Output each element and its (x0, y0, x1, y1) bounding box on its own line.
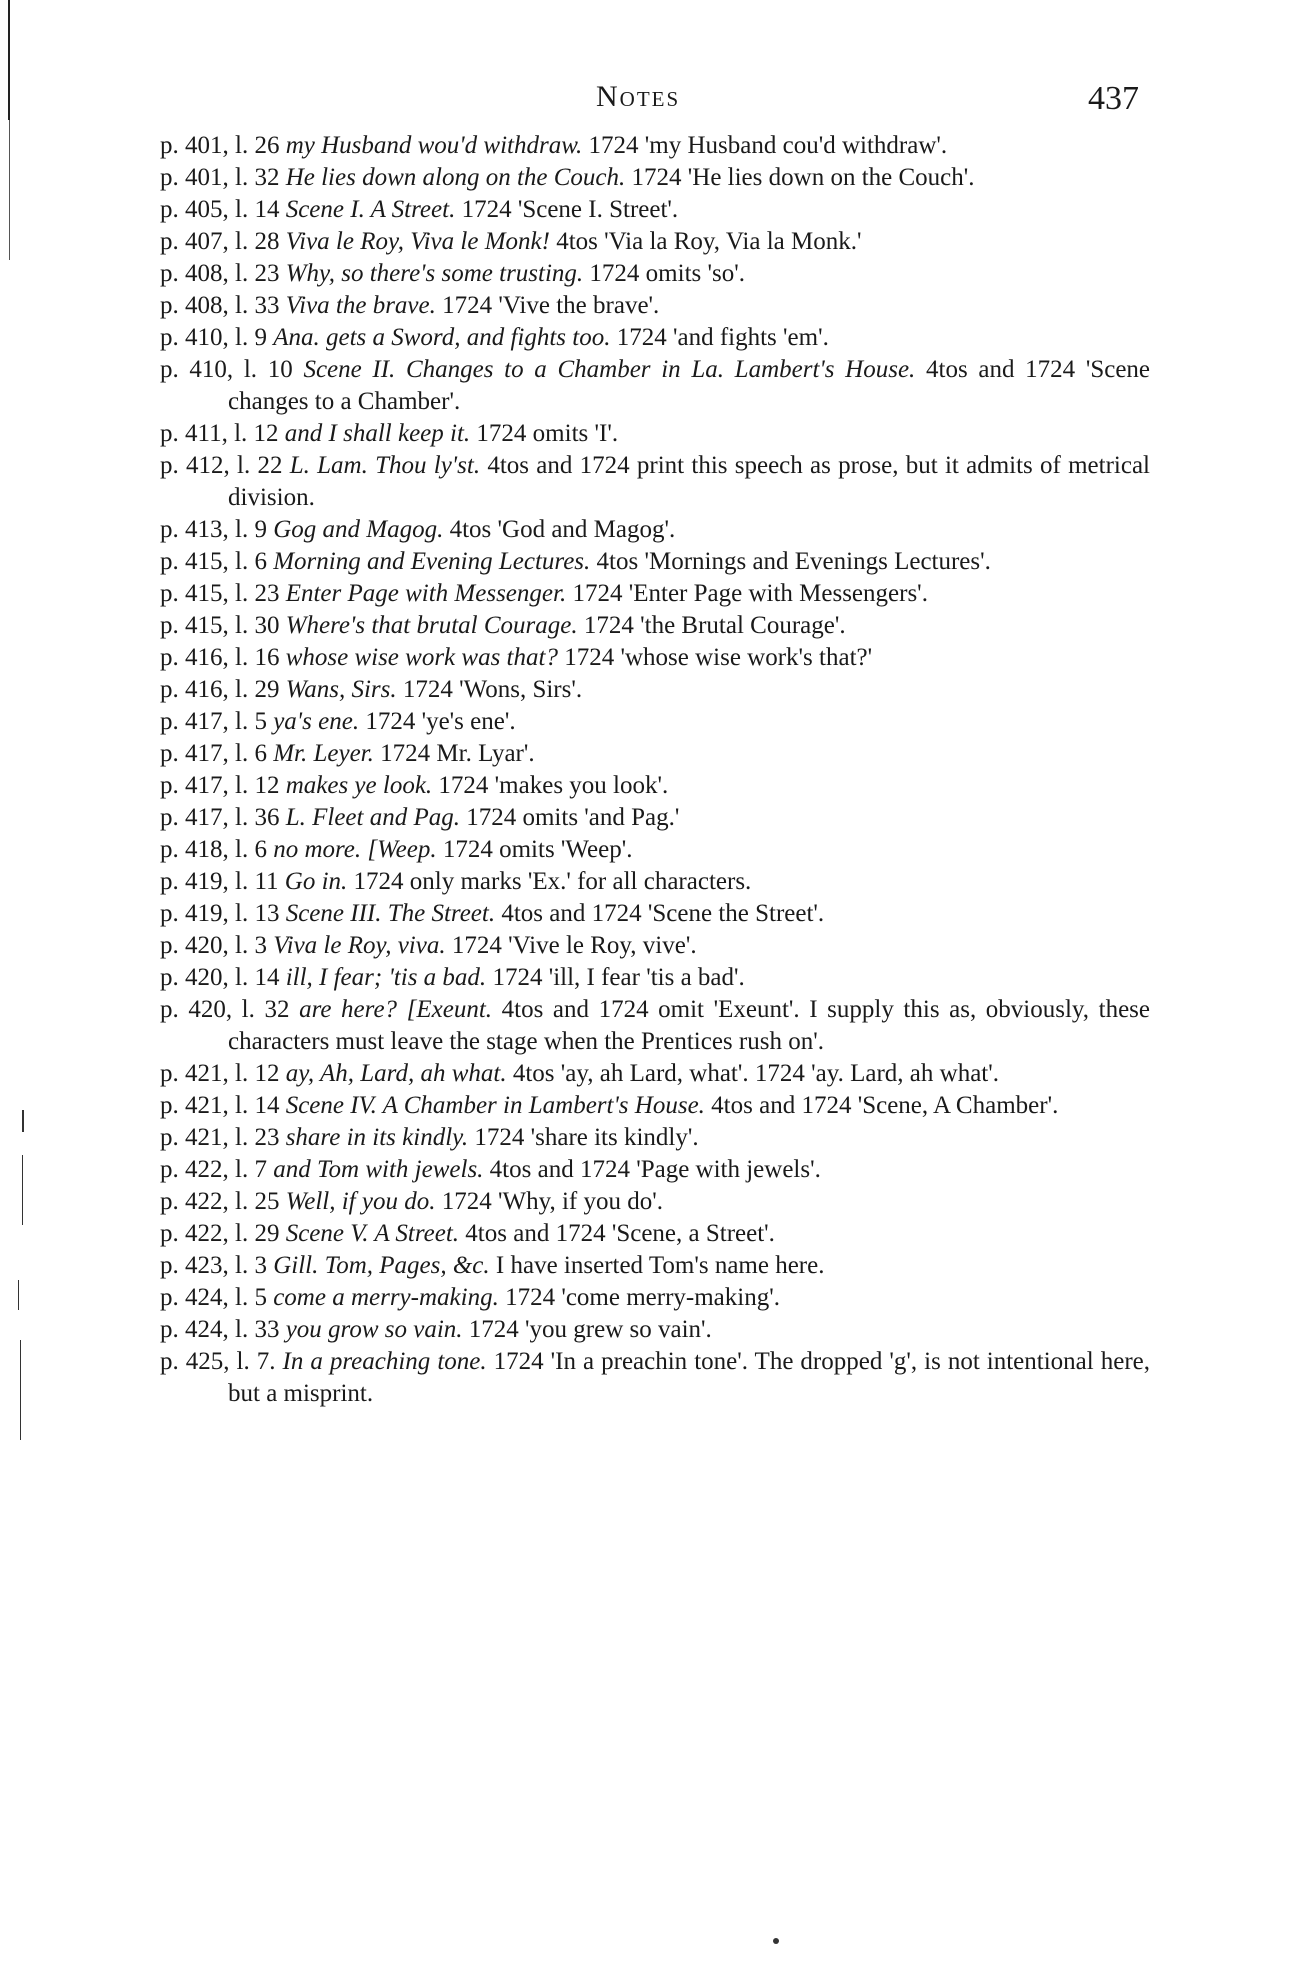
note-lemma: my Husband wou'd withdraw. (285, 132, 583, 159)
note-entry (160, 1314, 1150, 1346)
margin-mark (22, 1155, 23, 1225)
note-lemma: Mr. Leyer. (273, 740, 374, 767)
note-text: 1724 Mr. Lyar'. (380, 740, 535, 767)
note-reference: p. 421, l. 12 (160, 1060, 280, 1087)
running-head: Notes (596, 80, 681, 113)
note-text: 4tos 'Via la Roy, Via la Monk.' (556, 228, 862, 255)
note-text: 4tos 'Mornings and Evenings Lectures'. (596, 548, 991, 575)
note-reference: p. 423, l. 3 (160, 1252, 267, 1279)
notes-list (160, 130, 1150, 1410)
note-lemma: Scene II. Changes to a Chamber in La. Lambert's House. (303, 356, 916, 383)
note-text: 1724 'He lies down on the Couch'. (631, 164, 975, 191)
note-entry (160, 162, 1150, 194)
note-lemma: and I shall keep it. (284, 420, 471, 447)
note-entry (160, 450, 1150, 514)
note-reference: p. 410, l. 9 (160, 324, 267, 351)
note-entry (160, 866, 1150, 898)
note-entry (160, 834, 1150, 866)
note-text: 1724 'Why, if you do'. (441, 1188, 663, 1215)
note-text: 1724 'Wons, Sirs'. (402, 676, 583, 703)
note-lemma: Where's that brutal Courage. (285, 612, 578, 639)
note-lemma: whose wise work was that? (285, 644, 558, 671)
note-reference: p. 417, l. 36 (160, 804, 280, 831)
note-reference: p. 412, l. 22 (160, 452, 283, 479)
note-lemma: Scene III. The Street. (285, 900, 496, 927)
note-reference: p. 420, l. 14 (160, 964, 280, 991)
margin-mark (22, 1110, 24, 1132)
note-entry (160, 418, 1150, 450)
note-text: 4tos and 1724 'Scene, A Chamber'. (711, 1092, 1059, 1119)
note-entry (160, 226, 1150, 258)
note-reference: p. 401, l. 32 (160, 164, 280, 191)
note-text: 1724 'the Brutal Courage'. (583, 612, 846, 639)
note-reference: p. 416, l. 16 (160, 644, 280, 671)
note-text: 1724 omits 'and Pag.' (466, 804, 680, 831)
note-lemma: Scene I. A Street. (285, 196, 456, 223)
note-lemma: He lies down along on the Couch. (285, 164, 626, 191)
note-lemma: no more. [Weep. (273, 836, 437, 863)
note-text: 4tos and 1724 'Scene changes to a Chamber'. (228, 356, 1151, 415)
note-reference: p. 415, l. 23 (160, 580, 280, 607)
note-text: 1724 'makes you look'. (438, 772, 669, 799)
note-text: 4tos and 1724 'Page with jewels'. (489, 1156, 821, 1183)
note-lemma: In a preaching tone. (282, 1348, 487, 1375)
note-lemma: Scene V. A Street. (285, 1220, 460, 1247)
note-reference: p. 425, l. 7. (160, 1348, 276, 1375)
note-text: 1724 'Scene I. Street'. (461, 196, 679, 223)
note-text: 4tos 'ay, ah Lard, what'. 1724 'ay. Lard, ah what'. (512, 1060, 999, 1087)
note-reference: p. 417, l. 5 (160, 708, 267, 735)
note-reference: p. 422, l. 25 (160, 1188, 280, 1215)
note-entry (160, 610, 1150, 642)
note-reference: p. 415, l. 30 (160, 612, 280, 639)
note-entry (160, 546, 1150, 578)
note-entry (160, 1058, 1150, 1090)
note-entry (160, 578, 1150, 610)
page-edge-line (9, 120, 10, 260)
note-reference: p. 421, l. 14 (160, 1092, 280, 1119)
note-text: 1724 only marks 'Ex.' for all characters. (353, 868, 752, 895)
note-entry (160, 898, 1150, 930)
note-entry (160, 706, 1150, 738)
note-lemma: Gog and Magog. (273, 516, 444, 543)
note-text: 4tos and 1724 omit 'Exeunt'. I supply this as, obviously, these characters must leave the stage when the Prentices rush on'. (228, 996, 1151, 1055)
note-text: 1724 'come merry-making'. (505, 1284, 780, 1311)
note-text: 1724 'ye's ene'. (365, 708, 516, 735)
page-header (0, 80, 1299, 130)
note-text: 4tos 'God and Magog'. (449, 516, 676, 543)
margin-mark (18, 1280, 19, 1310)
note-reference: p. 410, l. 10 (160, 356, 293, 383)
note-text: 1724 omits 'I'. (476, 420, 619, 447)
note-entry (160, 1218, 1150, 1250)
note-lemma: Viva le Roy, viva. (273, 932, 446, 959)
note-text: 4tos and 1724 print this speech as prose, but it admits of metrical division. (228, 452, 1151, 511)
note-lemma: ill, I fear; 'tis a bad. (285, 964, 487, 991)
note-text: 1724 'you grew so vain'. (468, 1316, 712, 1343)
note-entry (160, 290, 1150, 322)
note-reference: p. 420, l. 32 (160, 996, 290, 1023)
note-reference: p. 416, l. 29 (160, 676, 280, 703)
note-text: 1724 'Vive the brave'. (442, 292, 660, 319)
note-entry (160, 1250, 1150, 1282)
note-reference: p. 413, l. 9 (160, 516, 267, 543)
note-text: 1724 'whose wise work's that?' (564, 644, 873, 671)
note-lemma: Viva the brave. (285, 292, 436, 319)
page-number: 437 (1088, 80, 1139, 117)
note-entry (160, 994, 1150, 1058)
note-entry (160, 1090, 1150, 1122)
note-lemma: Viva le Roy, Viva le Monk! (285, 228, 550, 255)
note-entry (160, 738, 1150, 770)
note-reference: p. 419, l. 13 (160, 900, 280, 927)
note-lemma: Ana. gets a Sword, and fights too. (273, 324, 611, 351)
note-text: 1724 'my Husband cou'd withdraw'. (588, 132, 948, 159)
note-lemma: share in its kindly. (285, 1124, 469, 1151)
note-lemma: Scene IV. A Chamber in Lambert's House. (285, 1092, 705, 1119)
note-reference: p. 422, l. 7 (160, 1156, 267, 1183)
note-reference: p. 408, l. 33 (160, 292, 280, 319)
note-entry (160, 1282, 1150, 1314)
note-reference: p. 405, l. 14 (160, 196, 280, 223)
note-reference: p. 422, l. 29 (160, 1220, 280, 1247)
note-reference: p. 417, l. 12 (160, 772, 280, 799)
note-entry (160, 354, 1150, 418)
note-lemma: and Tom with jewels. (273, 1156, 484, 1183)
note-entry (160, 130, 1150, 162)
note-reference: p. 424, l. 5 (160, 1284, 267, 1311)
note-entry (160, 1186, 1150, 1218)
note-text: 1724 'ill, I fear 'tis a bad'. (492, 964, 745, 991)
note-text: 1724 omits 'so'. (589, 260, 745, 287)
footer-dot (773, 1938, 779, 1944)
note-text: I have inserted Tom's name here. (495, 1252, 825, 1279)
note-entry (160, 642, 1150, 674)
note-text: 4tos and 1724 'Scene, a Street'. (465, 1220, 775, 1247)
note-lemma: are here? [Exeunt. (299, 996, 493, 1023)
note-lemma: ya's ene. (273, 708, 360, 735)
note-lemma: Well, if you do. (285, 1188, 436, 1215)
note-entry (160, 258, 1150, 290)
note-lemma: makes ye look. (285, 772, 433, 799)
note-reference: p. 419, l. 11 (160, 868, 279, 895)
note-lemma: Go in. (284, 868, 348, 895)
note-reference: p. 418, l. 6 (160, 836, 267, 863)
note-reference: p. 424, l. 33 (160, 1316, 280, 1343)
note-reference: p. 420, l. 3 (160, 932, 267, 959)
note-entry (160, 770, 1150, 802)
note-reference: p. 421, l. 23 (160, 1124, 280, 1151)
note-text: 1724 'share its kindly'. (474, 1124, 699, 1151)
note-entry (160, 1346, 1150, 1410)
note-text: 1724 omits 'Weep'. (442, 836, 633, 863)
note-entry (160, 514, 1150, 546)
note-text: 4tos and 1724 'Scene the Street'. (501, 900, 825, 927)
note-lemma: come a merry-making. (273, 1284, 499, 1311)
note-lemma: Morning and Evening Lectures. (273, 548, 591, 575)
note-reference: p. 415, l. 6 (160, 548, 267, 575)
note-lemma: Wans, Sirs. (285, 676, 397, 703)
note-entry (160, 930, 1150, 962)
note-reference: p. 411, l. 12 (160, 420, 279, 447)
note-reference: p. 407, l. 28 (160, 228, 280, 255)
note-lemma: Enter Page with Messenger. (285, 580, 567, 607)
note-text: 1724 'Vive le Roy, vive'. (451, 932, 697, 959)
note-lemma: L. Lam. Thou ly'st. (289, 452, 481, 479)
note-entry (160, 802, 1150, 834)
note-entry (160, 674, 1150, 706)
note-text: 1724 'Enter Page with Messengers'. (572, 580, 928, 607)
note-entry (160, 1122, 1150, 1154)
note-reference: p. 408, l. 23 (160, 260, 280, 287)
note-text: 1724 'In a preachin tone'. The dropped 'g', is not intentional here, but a misprint. (228, 1348, 1150, 1407)
note-lemma: L. Fleet and Pag. (285, 804, 460, 831)
note-entry (160, 322, 1150, 354)
note-lemma: Why, so there's some trusting. (285, 260, 584, 287)
note-entry (160, 194, 1150, 226)
note-reference: p. 417, l. 6 (160, 740, 267, 767)
note-lemma: ay, Ah, Lard, ah what. (285, 1060, 507, 1087)
note-text: 1724 'and fights 'em'. (616, 324, 829, 351)
margin-mark (20, 1340, 21, 1440)
note-lemma: you grow so vain. (285, 1316, 463, 1343)
note-reference: p. 401, l. 26 (160, 132, 280, 159)
note-entry (160, 962, 1150, 994)
note-entry (160, 1154, 1150, 1186)
note-lemma: Gill. Tom, Pages, &c. (273, 1252, 490, 1279)
